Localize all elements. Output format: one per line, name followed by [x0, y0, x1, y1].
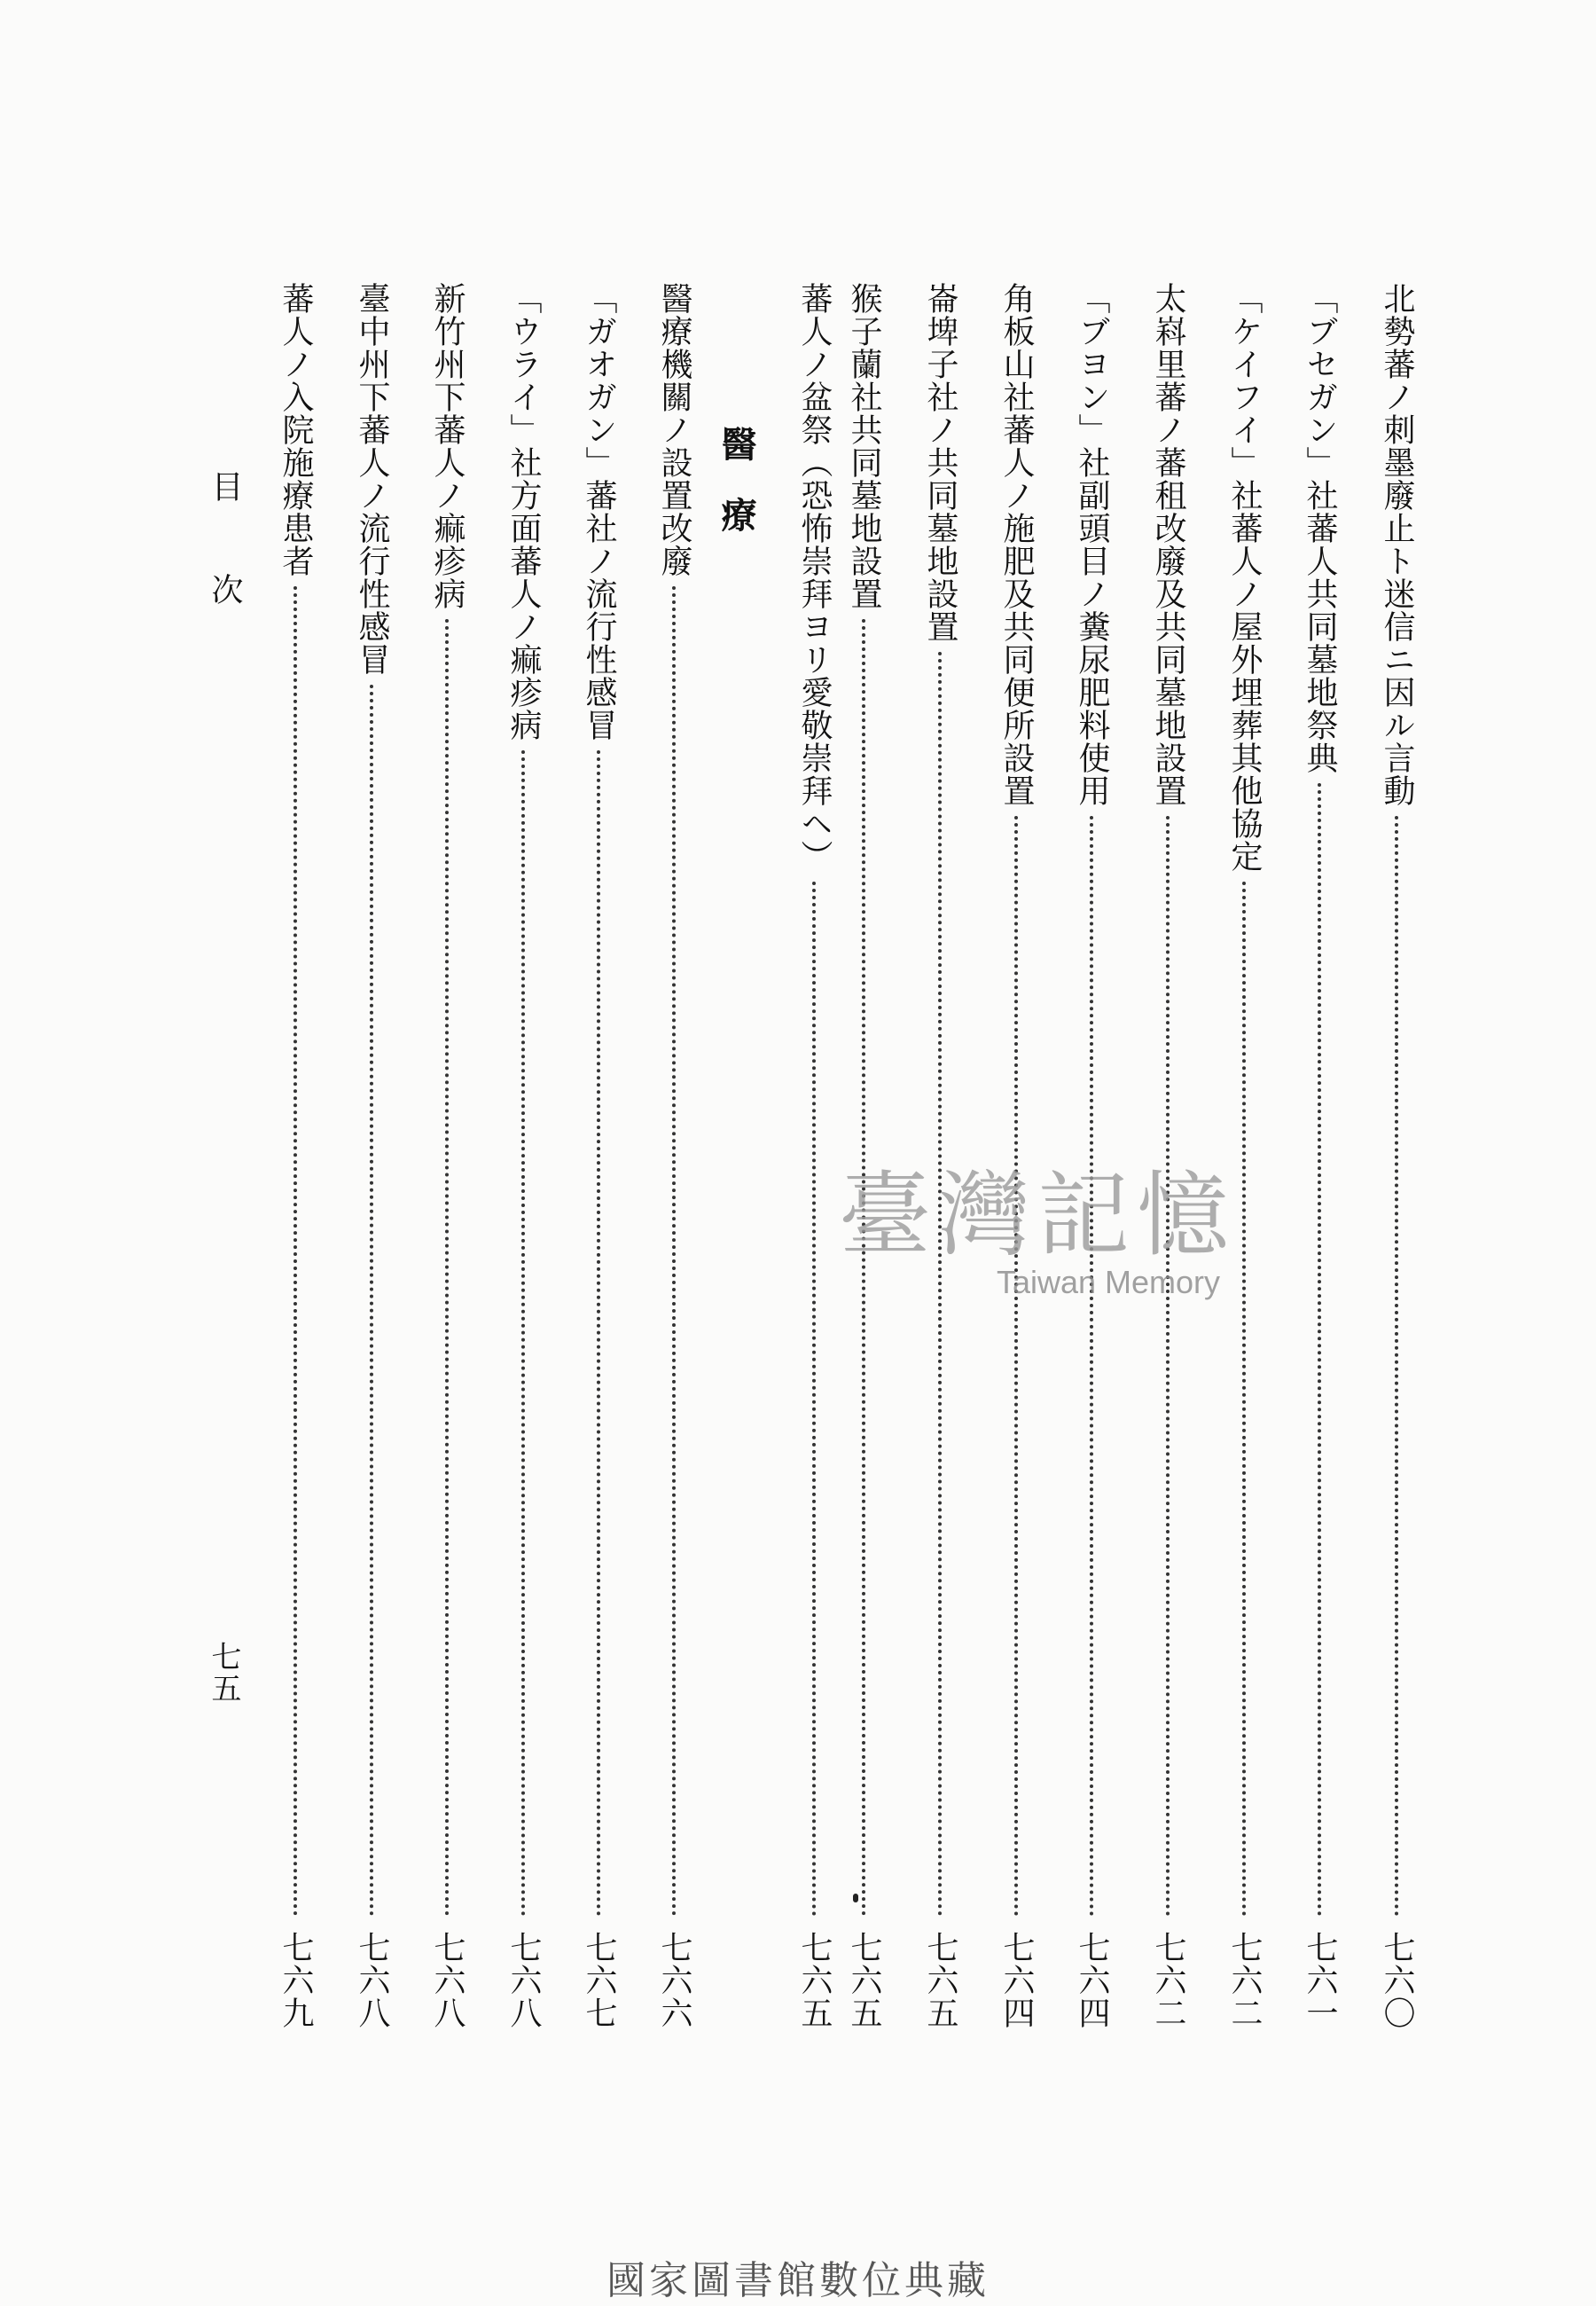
toc-entry[interactable]: [837, 282, 890, 2029]
toc-entry-title: 蕃人ノ入院施療患者: [278, 282, 314, 577]
dot-leader: [445, 619, 449, 1917]
dot-leader: [1014, 816, 1018, 1917]
toc-entry-page: 七六九: [278, 1931, 314, 2029]
toc-entry-title: 「ガオガン」蕃社ノ流行性感冒: [581, 282, 617, 741]
toc-entry-page: 七六四: [1074, 1931, 1110, 2029]
toc-entry-title: 「ブセガン」社蕃人共同墓地祭典: [1302, 282, 1338, 774]
toc-entry[interactable]: [269, 282, 322, 2029]
toc-entry[interactable]: [647, 282, 700, 2029]
toc-entry-page: 七六二: [1150, 1931, 1186, 2029]
dot-leader: [1242, 882, 1246, 1917]
toc-entry-title: 蕃人ノ盆祭（恐怖崇拜ヨリ愛敬崇拜ヘ）: [796, 282, 833, 873]
toc-entry[interactable]: [1293, 282, 1346, 2029]
toc-entry[interactable]: [420, 282, 473, 2029]
toc-entry-page: 七六八: [505, 1931, 542, 2029]
toc-entry[interactable]: [1065, 282, 1118, 2029]
toc-entry[interactable]: [990, 282, 1043, 2029]
toc-entry-title: 醫療機關ノ設置改廢: [656, 282, 692, 577]
toc-entry[interactable]: [787, 282, 841, 2029]
dot-leader: [812, 882, 816, 1917]
toc-entry-title: 新竹州下蕃人ノ痲疹病: [429, 282, 466, 610]
dot-leader: [597, 750, 600, 1917]
toc-entry-page: 七六四: [998, 1931, 1035, 2029]
dot-leader: [370, 685, 373, 1917]
section-heading: 醫療: [716, 426, 757, 568]
ink-speck: [853, 1894, 858, 1902]
toc-entry-title: 角板山社蕃人ノ施肥及共同便所設置: [998, 282, 1035, 807]
watermark-cn: 臺灣記憶: [838, 1161, 1236, 1269]
toc-entry[interactable]: [572, 282, 625, 2029]
dot-leader: [293, 586, 297, 1917]
toc-entry-title: 「ウライ」社方面蕃人ノ痲疹病: [505, 282, 542, 741]
toc-entry-page: 七六二: [1226, 1931, 1263, 2029]
toc-entry-page: 七六五: [846, 1931, 882, 2029]
toc-entry-page: 七六〇: [1379, 1931, 1415, 2029]
toc-entry-page: 七六五: [922, 1931, 958, 2029]
toc-entry[interactable]: [1370, 282, 1423, 2029]
dot-leader: [1166, 816, 1170, 1917]
toc-entry-title: 崙埤子社ノ共同墓地設置: [922, 282, 958, 643]
toc-entry-title: 猴子蘭社共同墓地設置: [846, 282, 882, 610]
toc-entry-title: 太嵙里蕃ノ蕃租改廢及共同墓地設置: [1150, 282, 1186, 807]
toc-entry-page: 七六六: [656, 1931, 692, 2029]
page-number: 七五: [206, 1641, 241, 1705]
toc-entry[interactable]: [1217, 282, 1271, 2029]
running-header: 目次: [207, 470, 243, 676]
toc-entry-page: 七六八: [354, 1931, 390, 2029]
dot-leader: [1395, 816, 1398, 1917]
toc-entry-title: 「ブヨン」社副頭目ノ糞尿肥料使用: [1074, 282, 1110, 807]
library-footer: 國家圖書館數位典藏: [606, 2258, 990, 2303]
dot-leader: [1090, 816, 1093, 1917]
watermark-en: Taiwan Memory: [996, 1264, 1221, 1300]
toc-entry[interactable]: [497, 282, 550, 2029]
toc-entry-title: 北勢蕃ノ刺墨廢止ト迷信ニ因ル言動: [1379, 282, 1415, 807]
toc-entry[interactable]: [1141, 282, 1194, 2029]
toc-entry-page: 七六五: [796, 1931, 833, 2029]
dot-leader: [1318, 783, 1321, 1917]
toc-entry[interactable]: [913, 282, 966, 2029]
toc-entry-page: 七六七: [581, 1931, 617, 2029]
dot-leader: [672, 586, 676, 1917]
toc-entry-title: 臺中州下蕃人ノ流行性感冒: [354, 282, 390, 676]
toc-entry-page: 七六八: [429, 1931, 466, 2029]
toc-entry-page: 七六一: [1302, 1931, 1338, 2029]
toc-entry[interactable]: [345, 282, 398, 2029]
dot-leader: [521, 750, 525, 1917]
toc-entry-title: 「ケイフイ」社蕃人ノ屋外埋葬其他協定: [1226, 282, 1263, 873]
watermark-logo: [789, 1162, 1286, 1330]
